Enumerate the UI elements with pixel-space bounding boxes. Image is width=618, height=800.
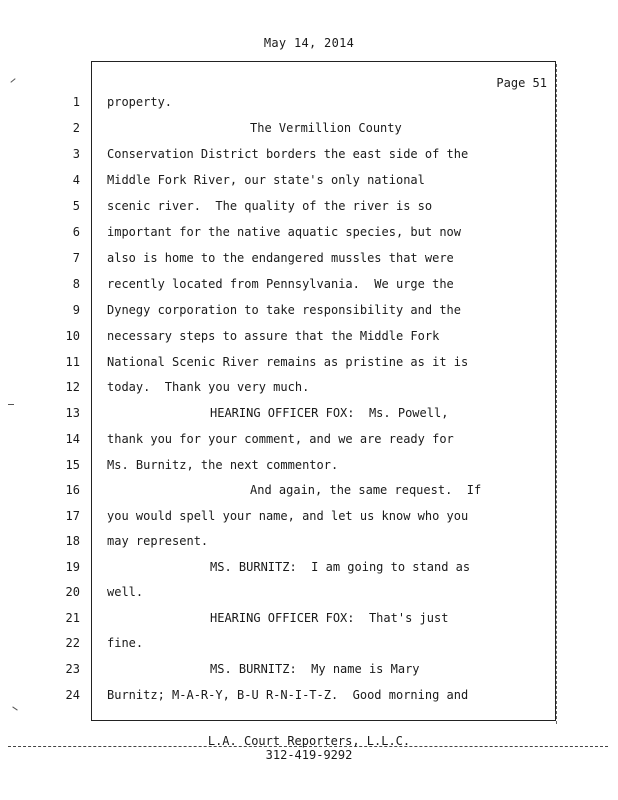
- transcript-line: [0, 92, 618, 112]
- line-text: may represent.: [107, 534, 209, 548]
- line-text: Middle Fork River, our state's only national: [107, 173, 425, 187]
- transcript-line: [0, 403, 618, 423]
- transcript-line: [0, 248, 618, 268]
- transcript-line: [0, 685, 618, 705]
- transcript-line: [0, 222, 618, 242]
- line-text: necessary steps to assure that the Middle Fork: [107, 329, 440, 343]
- line-number: 12: [65, 380, 80, 394]
- line-text: Conservation District borders the east side of the: [107, 147, 469, 161]
- line-number: 15: [65, 458, 80, 472]
- transcript-line: [0, 633, 618, 653]
- scan-mark: [10, 78, 15, 83]
- line-number: 16: [65, 483, 80, 497]
- transcript-line: [0, 480, 618, 500]
- transcript-line: [0, 274, 618, 294]
- line-text: thank you for your comment, and we are ready for: [107, 432, 454, 446]
- line-number: 19: [65, 560, 80, 574]
- line-text: scenic river. The quality of the river is so: [107, 199, 433, 213]
- transcript-line: [0, 429, 618, 449]
- line-text: HEARING OFFICER FOX: That's just: [210, 611, 449, 625]
- page-number: Page 51: [496, 76, 547, 90]
- line-number: 17: [65, 509, 80, 523]
- line-number: 11: [65, 355, 80, 369]
- line-text: today. Thank you very much.: [107, 380, 310, 394]
- transcript-line: [0, 300, 618, 320]
- line-number: 4: [72, 173, 80, 187]
- line-number: 8: [72, 277, 80, 291]
- line-number: 21: [65, 611, 80, 625]
- line-text: MS. BURNITZ: I am going to stand as: [210, 560, 471, 574]
- transcript-line: [0, 144, 618, 164]
- line-number: 23: [65, 662, 80, 676]
- line-text: HEARING OFFICER FOX: Ms. Powell,: [210, 406, 449, 420]
- line-text: recently located from Pennsylvania. We urge the: [107, 277, 454, 291]
- transcript-line: [0, 582, 618, 602]
- line-text: well.: [107, 585, 144, 599]
- line-text: Burnitz; M-A-R-Y, B-U R-N-I-T-Z. Good morning and: [107, 688, 469, 702]
- transcript-line: [0, 531, 618, 551]
- line-text: Ms. Burnitz, the next commentor.: [107, 458, 339, 472]
- line-text: And again, the same request. If: [250, 483, 482, 497]
- scan-mark: [8, 404, 14, 405]
- line-number: 9: [72, 303, 80, 317]
- line-number: 3: [72, 147, 80, 161]
- line-text: important for the native aquatic species, but now: [107, 225, 462, 239]
- line-number: 1: [72, 95, 80, 109]
- line-text: Dynegy corporation to take responsibility and the: [107, 303, 462, 317]
- transcript-line: [0, 377, 618, 397]
- transcript-line: [0, 455, 618, 475]
- line-text: MS. BURNITZ: My name is Mary: [210, 662, 420, 676]
- transcript-line: [0, 118, 618, 138]
- transcript-date: May 14, 2014: [263, 36, 355, 50]
- line-number: 18: [65, 534, 80, 548]
- scan-mark: [12, 706, 17, 710]
- transcript-line: [0, 659, 618, 679]
- footer-phone: 312-419-9292: [265, 748, 353, 762]
- line-number: 14: [65, 432, 80, 446]
- transcript-line: [0, 506, 618, 526]
- footer-company: L.A. Court Reporters, L.L.C.: [207, 734, 411, 748]
- line-number: 10: [65, 329, 80, 343]
- line-number: 20: [65, 585, 80, 599]
- line-number: 2: [72, 121, 80, 135]
- line-number: 13: [65, 406, 80, 420]
- line-text: also is home to the endangered mussles that were: [107, 251, 454, 265]
- line-number: 6: [72, 225, 80, 239]
- line-text: property.: [107, 95, 173, 109]
- transcript-line: [0, 608, 618, 628]
- line-number: 22: [65, 636, 80, 650]
- line-number: 5: [72, 199, 80, 213]
- line-text: you would spell your name, and let us know who you: [107, 509, 469, 523]
- line-number: 7: [72, 251, 80, 265]
- transcript-line: [0, 196, 618, 216]
- transcript-line: [0, 170, 618, 190]
- transcript-line: [0, 352, 618, 372]
- line-number: 24: [65, 688, 80, 702]
- line-text: National Scenic River remains as pristine as it is: [107, 355, 469, 369]
- transcript-line: [0, 557, 618, 577]
- line-text: fine.: [107, 636, 144, 650]
- line-text: The Vermillion County: [250, 121, 402, 135]
- transcript-line: [0, 326, 618, 346]
